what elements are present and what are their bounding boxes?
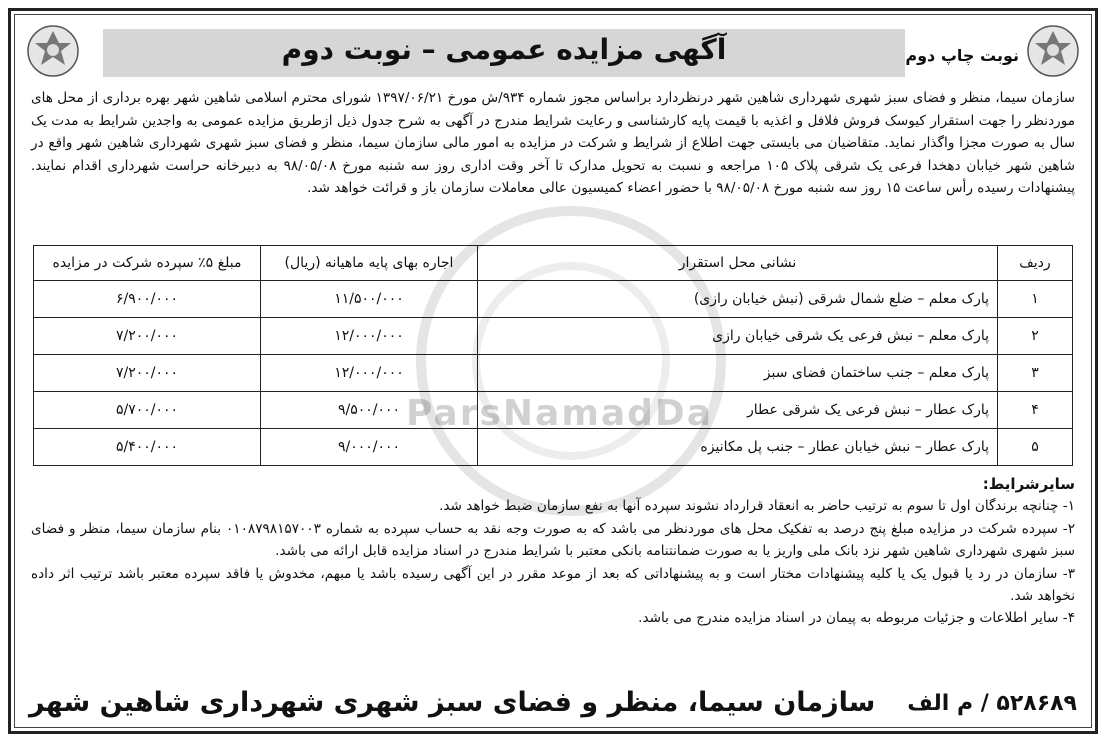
intro-paragraph: سازمان سیما، منظر و فضای سبز شهری شهرداری شاهین شهر درنظردارد براساس مجوز شماره ۹۳۴/ش مورخ ۱۳۹۷/۰۶/۲۱ شورای محترم اسلامی شاهین شهر بهره برداری از محل های موردنظر را جهت استقرار کیوسک فروش فلافل و اغذیه با قیمت پایه کارشناسی و رعایت شرایط مندرج در آگهی به شرح جدول ذیل ازطریق مزایده عمومی به واجدین شرایط به مدت یک سال به صورت مجزا واگذار نماید. متقاضیان می بایستی جهت اطلاع از شرایط و شرکت در مزایده به امور مالی سازمان سیما، منظر و فضای سبز شهری شهرداری شاهین شهر واقع در شاهین شهر خیابان دهخدا فرعی یک شرقی پلاک ۱۰۵ مراجعه و نسبت به تحویل مدارک تا آخر وقت اداری روز سه شنبه مورخ ۹۸/۰۵/۰۸ به دبیرخانه حراست شهرداری اقدام نمایند. پیشنهادات رسیده رأس ساعت ۱۵ روز سه شنبه مورخ ۹۸/۰۵/۰۸ با حضور اعضاء کمیسیون عالی معاملات سازمان باز و قرائت خواهد شد. <box>31 90 1075 197</box>
row-number: ۱ <box>998 281 1073 318</box>
row-location: پارک معلم – ضلع شمال شرقی (نبش خیابان رازی) <box>478 281 998 318</box>
row-deposit: ۵/۷۰۰/۰۰۰ <box>34 392 261 429</box>
conditions-section <box>31 473 1075 630</box>
header-rent: اجاره بهای پایه ماهیانه (ریال) <box>261 246 478 281</box>
table-row <box>34 429 1073 466</box>
row-deposit: ۷/۲۰۰/۰۰۰ <box>34 318 261 355</box>
municipality-emblem-icon <box>25 23 81 79</box>
row-location: پارک معلم – نبش فرعی یک شرقی خیابان رازی <box>478 318 998 355</box>
edition-label: نوبت چاپ دوم <box>905 46 1019 65</box>
row-rent: ۹/۰۰۰/۰۰۰ <box>261 429 478 466</box>
row-number: ۳ <box>998 355 1073 392</box>
row-number: ۵ <box>998 429 1073 466</box>
header-row-number: ردیف <box>998 246 1073 281</box>
row-number: ۴ <box>998 392 1073 429</box>
condition-item: ۲- سپرده شرکت در مزایده مبلغ پنج درصد به تفکیک محل های موردنظر می باشد که به صورت وجه نقد به حساب سپرده به شماره ۰۱۰۸۷۹۸۱۵۷۰۰۳ بنام سازمان سیما، منظر و فضای سبز شهری شهرداری شاهین شهر نزد بانک ملی واریز یا به صورت ضمانتنامه بانکی معتبر با شرایط مندرج در اسناد مزایده قابل ارائه می باشد. <box>31 520 1076 560</box>
header-location: نشانی محل استقرار <box>478 246 998 281</box>
condition-item: ۱- چنانچه برندگان اول تا سوم به ترتیب حاضر به انعقاد قرارداد نشوند سپرده آنها به نفع سازمان ضبط خواهد شد. <box>439 498 1075 515</box>
row-number: ۲ <box>998 318 1073 355</box>
title-bar <box>103 29 905 77</box>
row-rent: ۱۱/۵۰۰/۰۰۰ <box>261 281 478 318</box>
row-location: پارک عطار – نبش فرعی یک شرقی عطار <box>478 392 998 429</box>
footer <box>29 687 1077 729</box>
organization-signature: سازمان سیما، منظر و فضای سبز شهری شهرداری شاهین شهر <box>29 687 876 718</box>
condition-item: ۳- سازمان در رد یا قبول یک یا کلیه پیشنهادات مختار است و به پیشنهاداتی که بعد از موعد مقرر در این آگهی رسیده باشد یا مبهم، مخدوش یا فاقد سپرده معتبر باشد ترتیب اثر داده نخواهد شد. <box>31 565 1075 605</box>
condition-item: ۴- سایر اطلاعات و جزئیات مربوطه به پیمان در اسناد مزایده مندرج می باشد. <box>638 610 1075 627</box>
row-location: پارک عطار – نبش خیابان عطار – جنب پل مکانیزه <box>478 429 998 466</box>
row-rent: ۱۲/۰۰۰/۰۰۰ <box>261 318 478 355</box>
conditions-heading: سایرشرایط: <box>982 475 1075 493</box>
watermark-text: ParsNamadDa <box>406 393 714 434</box>
table-row <box>34 281 1073 318</box>
ad-frame <box>8 8 1098 734</box>
header-deposit: مبلغ ۵٪ سپرده شرکت در مزایده <box>34 246 261 281</box>
row-location: پارک معلم – جنب ساختمان فضای سبز <box>478 355 998 392</box>
row-deposit: ۶/۹۰۰/۰۰۰ <box>34 281 261 318</box>
row-rent: ۹/۵۰۰/۰۰۰ <box>261 392 478 429</box>
municipality-emblem-icon <box>1025 23 1081 79</box>
row-rent: ۱۲/۰۰۰/۰۰۰ <box>261 355 478 392</box>
table-row <box>34 355 1073 392</box>
row-deposit: ۷/۲۰۰/۰۰۰ <box>34 355 261 392</box>
row-deposit: ۵/۴۰۰/۰۰۰ <box>34 429 261 466</box>
ad-title: آگهی مزایده عمومی – نوبت دوم <box>281 33 727 66</box>
table-header-row <box>34 246 1073 281</box>
ad-code: ۵۲۸۶۸۹ / م الف <box>907 691 1077 716</box>
table-row <box>34 318 1073 355</box>
